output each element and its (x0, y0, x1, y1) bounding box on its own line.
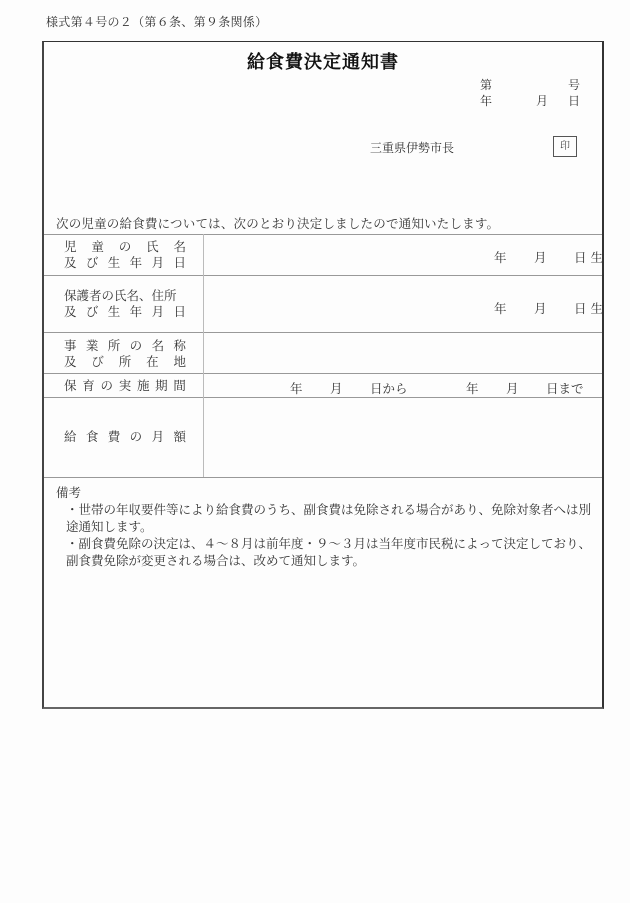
row-divider (44, 477, 602, 478)
remark-item: ・世帯の年収要件等により給食費のうち、副食費は免除される場合があり、免除対象者へは別途通知します。 (66, 502, 592, 534)
guardian-birth-day[interactable]: 日 生 (574, 301, 603, 316)
label-monthly-lunch-fee: 給 食 費 の 月 額 (64, 429, 186, 444)
label-guardian-name-address-birthdate: 保護者の氏名、住所 及 び 生 年 月 日 (64, 288, 186, 319)
label-child-name-birthdate: 児 童 の 氏 名 及 び 生 年 月 日 (64, 239, 186, 270)
remark-item: ・副食費免除の決定は、４～８月は前年度・９～３月は当年度市民税によって決定しており、副食費免除が変更される場合は、改めて通知します。 (66, 536, 592, 568)
period-from-month[interactable]: 月 (330, 381, 343, 396)
issuer-name: 三重県伊勢市長 (370, 141, 455, 155)
number-prefix: 第 (480, 78, 493, 92)
row-divider (44, 332, 602, 333)
child-birth-day[interactable]: 日 生 (574, 250, 603, 265)
period-to-day[interactable]: 日まで (546, 381, 584, 396)
row-divider (44, 397, 602, 398)
document-number-date (480, 76, 580, 108)
period-to-month[interactable]: 月 (506, 381, 519, 396)
date-year: 年 (480, 94, 493, 108)
monthly-fee-field[interactable] (214, 407, 594, 467)
remarks-list (66, 501, 596, 569)
label-facility-name-location: 事 業 所 の 名 称 及 び 所 在 地 (64, 338, 186, 369)
notice-form (42, 41, 604, 709)
date-month: 月 (536, 94, 549, 108)
row-divider (44, 234, 602, 235)
facility-field[interactable] (214, 342, 594, 368)
form-code: 様式第４号の２（第６条、第９条関係） (46, 15, 268, 29)
number-suffix: 号 (568, 78, 581, 92)
date-day: 日 (568, 94, 581, 108)
seal-box: 印 (553, 136, 577, 157)
period-from-year[interactable]: 年 (290, 381, 303, 396)
document-title: 給食費決定通知書 (247, 52, 399, 73)
row-divider (44, 373, 602, 374)
guardian-birth-month[interactable]: 月 (534, 301, 547, 316)
period-from-day[interactable]: 日から (370, 381, 408, 396)
remarks-title: 備考 (56, 485, 82, 500)
period-to-year[interactable]: 年 (466, 381, 479, 396)
column-divider (203, 234, 204, 477)
row-divider (44, 275, 602, 276)
child-birth-month[interactable]: 月 (534, 250, 547, 265)
child-birth-year[interactable]: 年 (494, 250, 507, 265)
label-care-period: 保 育 の 実 施 期 間 (64, 378, 186, 393)
intro-text: 次の児童の給食費については、次のとおり決定しましたので通知いたします。 (56, 216, 500, 231)
guardian-birth-year[interactable]: 年 (494, 301, 507, 316)
